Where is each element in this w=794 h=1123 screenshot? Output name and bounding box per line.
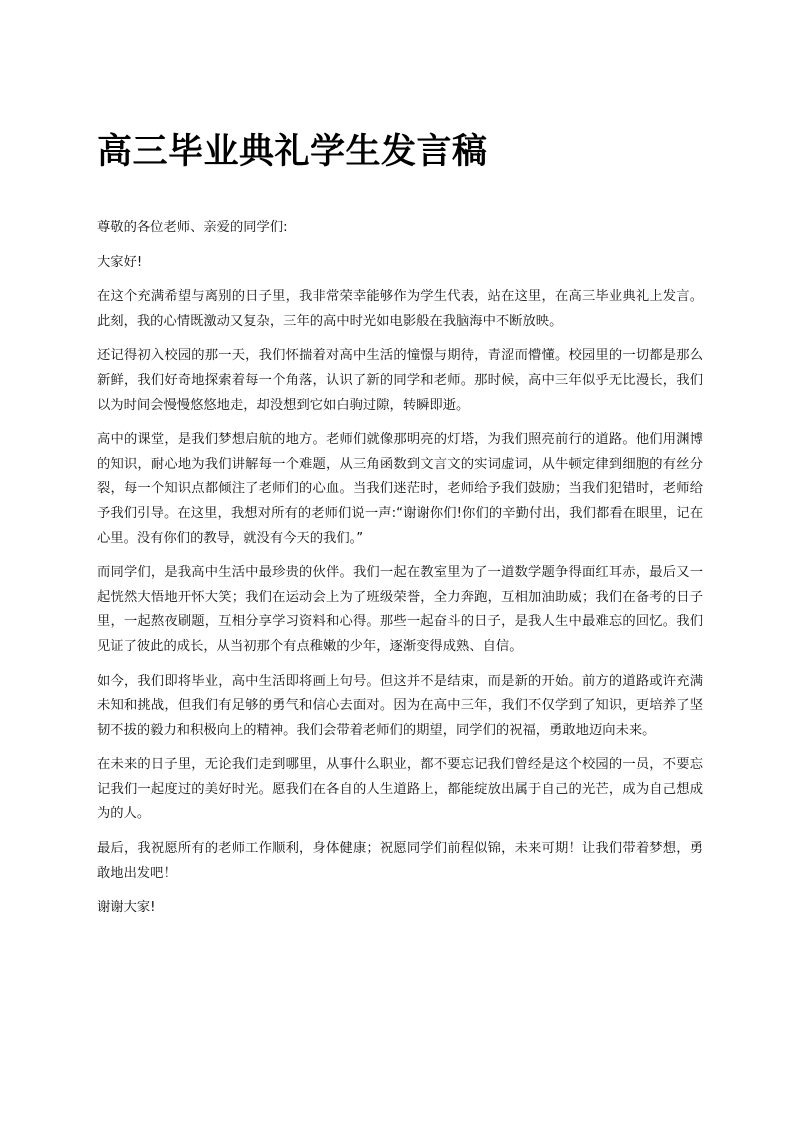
paragraph-intro: 在这个充满希望与离别的日子里，我非常荣幸能够作为学生代表，站在这里，在高三毕业典礼上发言。此刻，我的心情既激动又复杂，三年的高中时光如电影般在我脑海中不断放映。: [97, 289, 703, 329]
paragraph-closing: 最后，我祝愿所有的老师工作顺利，身体健康；祝愿同学们前程似锦，未来可期！让我们带着梦想，勇敢地出发吧！: [97, 841, 703, 881]
paragraph-classmates: 而同学们，是我高中生活中最珍贵的伙伴。我们一起在教室里为了一道数学题争得面红耳赤，最后又一起恍然大悟地开怀大笑；我们在运动会上为了班级荣誉，全力奔跑，互相加油助威；我们在备考的日子里，一起熬夜刷题，互相分享学习资料和心得。那些一起奋斗的日子，是我人生中最难忘的回忆。我们见证了彼此的成长，从当初那个有点稚嫩的少年，逐渐变得成熟、自信。: [97, 565, 703, 654]
paragraph-memories: 还记得初入校园的那一天，我们怀揣着对高中生活的憧憬与期待，青涩而懵懂。校园里的一切都是那么新鲜，我们好奇地探索着每一个角落，认识了新的同学和老师。那时候，高中三年似乎无比漫长，我们以为时间会慢慢悠悠地走，却没想到它如白驹过隙，转瞬即逝。: [97, 348, 703, 413]
thanks: 谢谢大家!: [97, 900, 156, 916]
paragraph-wishes: 在未来的日子里，无论我们走到哪里，从事什么职业，都不要忘记我们曾经是这个校园的一员，不要忘记我们一起度过的美好时光。愿我们在各自的人生道路上，都能绽放出属于自己的光芒，成为自己想成为的人。: [97, 757, 703, 822]
greeting: 大家好!: [97, 254, 143, 270]
paragraph-future: 如今，我们即将毕业，高中生活即将画上句号。但这并不是结束，而是新的开始。前方的道路或许充满未知和挑战，但我们有足够的勇气和信心去面对。因为在高中三年，我们不仅学到了知识，更培养了坚韧不拔的毅力和积极向上的精神。我们会带着老师们的期望，同学们的祝福，勇敢地迈向未来。: [97, 673, 703, 738]
page-title: 高三毕业典礼学生发言稿: [97, 132, 488, 172]
salutation: 尊敬的各位老师、亲爱的同学们:: [97, 220, 288, 235]
paragraph-teachers: 高中的课堂，是我们梦想启航的地方。老师们就像那明亮的灯塔，为我们照亮前行的道路。他们用渊博的知识，耐心地为我们讲解每一个难题，从三角函数到文言文的实词虚词，从牛顿定律到细胞的有丝分裂，每一个知识点都倾注了老师们的心血。当我们迷茫时，老师给予我们鼓励；当我们犯错时，老师给予我们引导。在这里，我想对所有的老师们说一声:“谢谢你们!你们的辛勤付出，我们都看在眼里，记在心里。没有你们的教导，就没有今天的我们。”: [97, 432, 703, 546]
speech-body: [97, 216, 703, 931]
